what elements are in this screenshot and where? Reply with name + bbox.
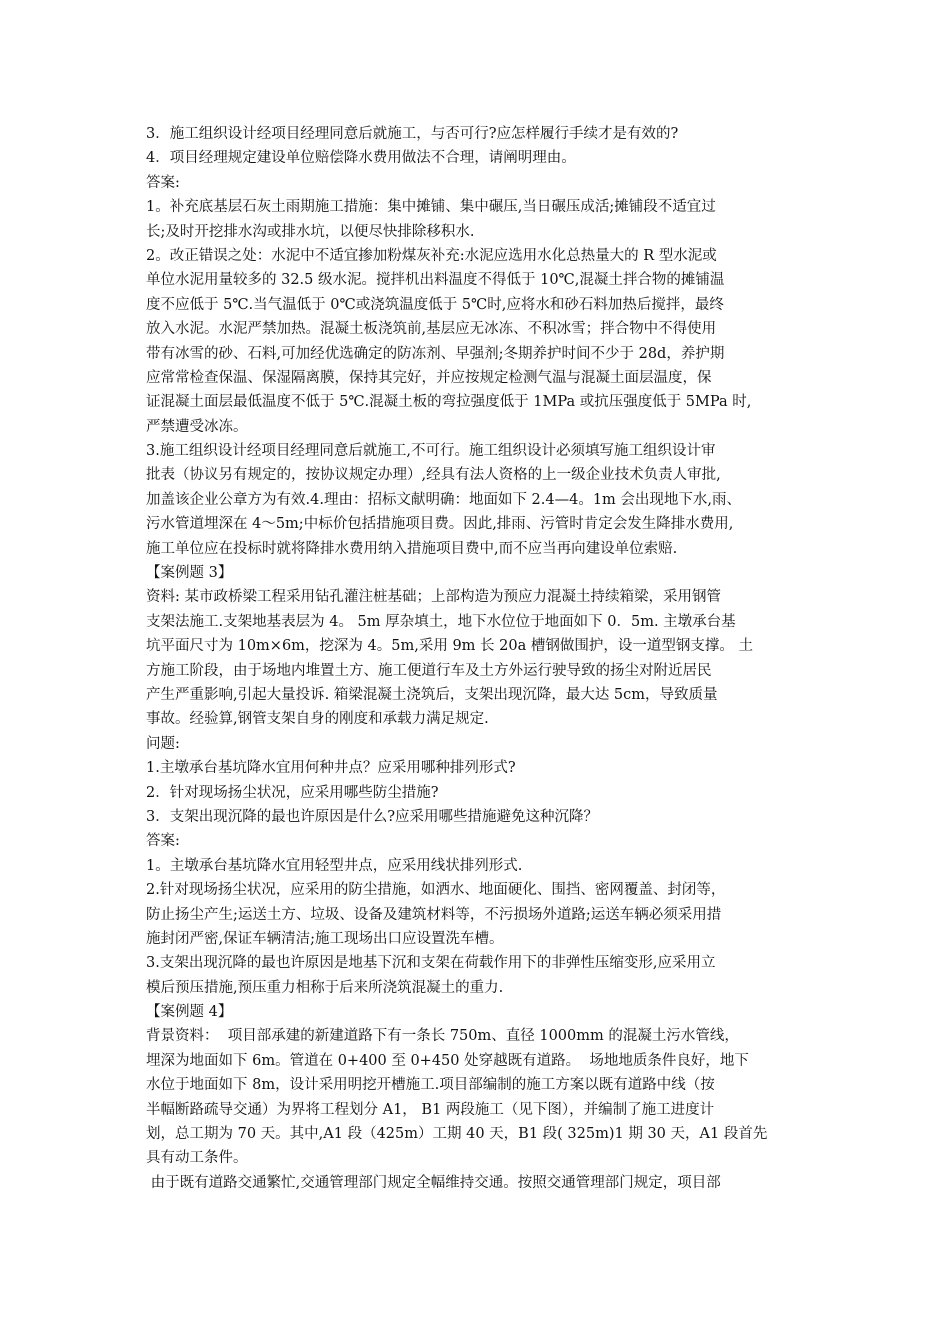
text-line: 带有冰雪的砂、石料,可加经优选确定的防冻剂、早强剂;冬期养护时间不少于 28d，养护期: [146, 345, 725, 362]
text-line: 加盖该企业公章方为有效.4.理由：招标文献明确：地面如下 2.4—4。1m 会出现地下水,雨、: [146, 491, 742, 508]
text-line: 半幅断路疏导交通）为界将工程划分 A1， B1 两段施工（见下图），并编制了施工进度计: [146, 1101, 715, 1118]
text-line: 3.施工组织设计经项目经理同意后就施工,不可行。施工组织设计必须填写施工组织设计审: [146, 443, 716, 460]
text-line: 单位水泥用量较多的 32.5 级水泥。搅拌机出料温度不得低于 10℃,混凝土拌合物的摊铺温: [146, 272, 725, 289]
text-line: 答案:: [146, 833, 180, 850]
text-line: 2.针对现场扬尘状况，应采用的防尘措施，如洒水、地面硬化、围挡、密网覆盖、封闭等，: [146, 882, 726, 899]
text-line: 1.主墩承台基坑降水宜用何种井点？应采用哪种排列形式?: [146, 760, 516, 777]
text-line: 【案例题 4】: [146, 1004, 233, 1021]
text-line: 由于既有道路交通繁忙,交通管理部门规定全幅维持交通。按照交通管理部门规定，项目部: [146, 1174, 721, 1191]
text-line: 支架法施工.支架地基表层为 4。 5m 厚杂填土，地下水位位于地面如下 0．5m. 主墩承台基: [146, 613, 736, 630]
text-line: 证混凝土面层最低温度不低于 5℃.混凝土板的弯拉强度低于 1MPa 或抗压强度低于 5MPa 时,: [146, 394, 752, 411]
text-line: 4．项目经理规定建设单位赔偿降水费用做法不合理，请阐明理由。: [146, 150, 576, 167]
text-line: 问题:: [146, 735, 180, 752]
text-line: 长;及时开挖排水沟或排水坑，以便尽快排除移积水.: [146, 223, 475, 240]
text-line: 答案:: [146, 174, 180, 191]
text-line: 批表（协议另有规定的，按协议规定办理）,经具有法人资格的上一级企业技术负责人审批,: [146, 467, 721, 484]
text-line: 背景资料： 项目部承建的新建道路下有一条长 750m、直径 1000mm 的混凝土污水管线，: [146, 1028, 739, 1045]
text-line: 3.支架出现沉降的最也许原因是地基下沉和支架在荷载作用下的非弹性压缩变形,应采用立: [146, 955, 716, 972]
text-line: 资料: 某市政桥梁工程采用钻孔灌注桩基础；上部构造为预应力混凝土持续箱梁，采用钢管: [146, 589, 721, 606]
text-line: 1。补充底基层石灰土雨期施工措施：集中摊铺、集中碾压,当日碾压成活;摊铺段不适宜过: [146, 199, 716, 216]
text-line: 3．支架出现沉降的最也许原因是什么?应采用哪些措施避免这种沉降？: [146, 808, 598, 825]
text-line: 防止扬尘产生;运送土方、垃圾、设备及建筑材料等，不污损场外道路;运送车辆必须采用措: [146, 906, 722, 923]
text-line: 水位于地面如下 8m，设计采用明挖开槽施工.项目部编制的施工方案以既有道路中线（按: [146, 1077, 715, 1094]
text-line: 坑平面尺寸为 10m×6m，挖深为 4。5m,采用 9m 长 20a 槽钢做围护，设一道型钢支撑。 土: [146, 638, 753, 655]
text-line: 1。主墩承台基坑降水宜用轻型井点，应采用线状排列形式.: [146, 857, 523, 874]
text-line: 方施工阶段，由于场地内堆置土方、施工便道行车及土方外运行驶导致的扬尘对附近居民: [146, 662, 712, 679]
text-line: 埋深为地面如下 6m。管道在 0+400 至 0+450 处穿越既有道路。 场地地质条件良好，地下: [146, 1052, 749, 1069]
text-line: 施工单位应在投标时就将降排水费用纳入措施项目费中,而不应当再向建设单位索赔.: [146, 540, 678, 557]
text-line: 3．施工组织设计经项目经理同意后就施工，与否可行?应怎样履行手续才是有效的?: [146, 126, 679, 142]
text-line: 污水管道埋深在 4～5m;中标价包括措施项目费。因此,排雨、污管时肯定会发生降排水费用,: [146, 516, 734, 533]
text-line: 产生严重影响,引起大量投诉. 箱梁混凝土浇筑后，支架出现沉降，最大达 5cm，导致质量: [146, 686, 718, 703]
text-line: 2。改正错误之处：水泥中不适宜掺加粉煤灰补充:水泥应选用水化总热量大的 R 型水泥或: [146, 247, 717, 264]
text-line: 划，总工期为 70 天。其中,A1 段（425m）工期 40 天，B1 段( 325m)1 期 30 天，A1 段首先: [146, 1126, 768, 1143]
document-page: [146, 122, 810, 1195]
text-line: 【案例题 3】: [146, 565, 233, 582]
text-line: 放入水泥。水泥严禁加热。混凝土板浇筑前,基层应无冰冻、不积冰雪；拌合物中不得使用: [146, 321, 717, 338]
text-line: 模后预压措施,预压重力相称于后来所浇筑混凝土的重力.: [146, 979, 504, 996]
text-line: 事故。经验算,钢管支架自身的刚度和承载力满足规定.: [146, 711, 489, 728]
text-line: 严禁遭受冰冻。: [146, 418, 248, 435]
text-line: 具有动工条件。: [146, 1150, 248, 1167]
text-line: 应常常检查保温、保湿隔离膜，保持其完好，并应按规定检测气温与混凝土面层温度，保: [146, 369, 712, 386]
text-line: 2．针对现场扬尘状况，应采用哪些防尘措施?: [146, 784, 439, 801]
text-line: 施封闭严密,保证车辆清洁;施工现场出口应设置洗车槽。: [146, 930, 504, 947]
text-line: 度不应低于 5℃.当气温低于 0℃或浇筑温度低于 5℃时,应将水和砂石料加热后搅拌，最终: [146, 296, 724, 313]
